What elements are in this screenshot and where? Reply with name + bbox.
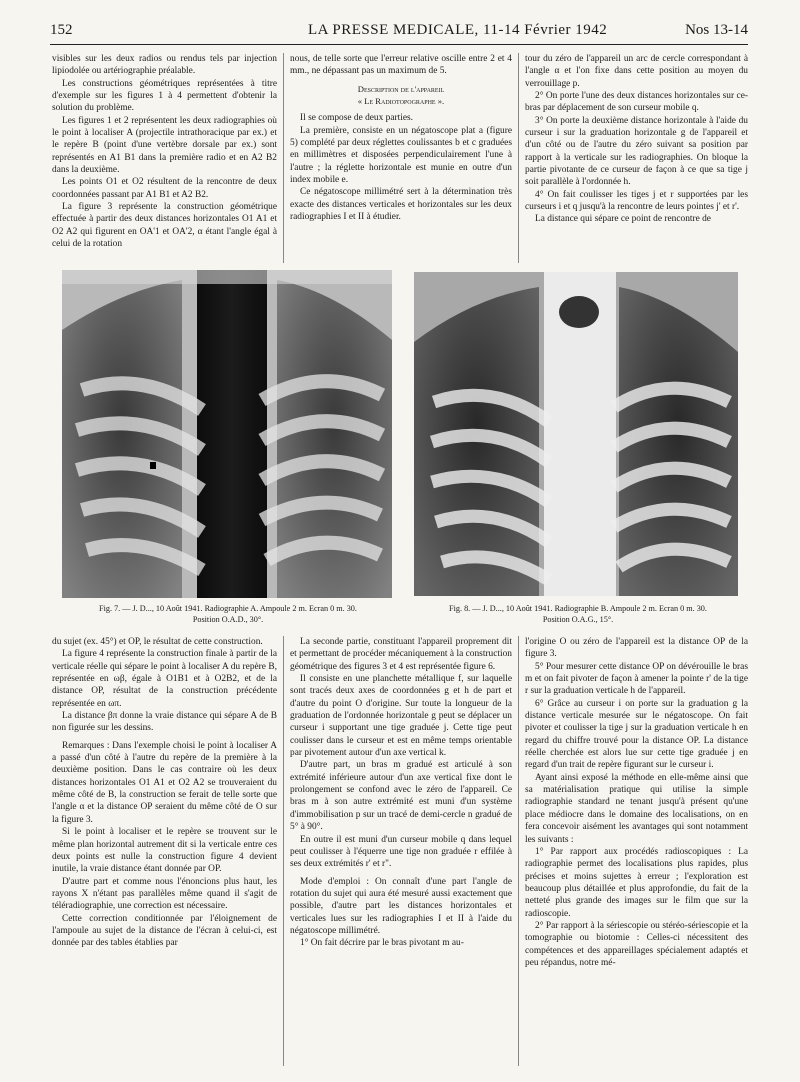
paragraph: Cette correction conditionnée par l'éloignement de l'ampoule au sujet de la distance de l'écran à celui-ci, est donnée par des tables établies par [52,913,277,949]
paragraph: En outre il est muni d'un curseur mobile q dans lequel peut coulisser à l'équerre une tige non graduée r effilée à ses deux extrémités r' et r". [290,834,512,870]
paragraph: 3° On porte la deuxième distance horizontale à l'aide du curseur i sur la graduation horizontale g de l'appareil et d'un côté ou de l'autre du zéro suivant sa position par rapport à la verticale sur les radiographies. On bloque la partie pivotante de ce curseur de façon à ce que sa tige j soit parallèle à l'ordonnée h. [525,115,748,188]
paragraph: 2° Par rapport à la sériescopie ou stéréo-sériescopie et la tomographie ou biotomie : Celles-ci nécessitent des compétences et des appareillages spécialement adaptés et peu répandus, notre mé- [525,920,748,968]
paragraph: 5° Pour mesurer cette distance OP on dévérouille le bras m et on fait pivoter de façon à amener la pointe r' de la tige r sur la graduation verticale h de l'appareil. [525,661,748,697]
paragraph: La figure 3 représente la construction géométrique effectuée à partir des deux distances horizontales O1 A1 et O2 A2 qui figurent en OA'1 et OA'2, α étant l'angle égal à celui de la rotation [52,202,277,250]
paragraph: l'origine O ou zéro de l'appareil est la distance OP de la figure 3. [525,637,748,660]
issue-date: 11-14 Février 1942 [483,22,608,38]
caption-line: Position O.A.G., 15°. [542,615,614,624]
paragraph: tour du zéro de l'appareil un arc de cercle correspondant à l'angle α et l'on fixe dans cette position au moyen du verrouillage p. [525,54,748,89]
column-rule [518,636,519,1066]
section-subheading: « Le Radiotopographe ». [357,96,445,107]
paragraph: Mode d'emploi : On connaît d'une part l'angle de rotation du sujet qui aura été mesuré aussi exactement que possible, d'autre part les distances horizontales et verticales lues sur les radiographies I et II à l'aide du négatoscope millimétré. [290,876,512,936]
paragraph: 4° On fait coulisser les tiges j et r supportées par les curseurs i et q jusqu'à la rencontre de leurs pointes j' et r'. [525,189,748,213]
paragraph: Remarques : Dans l'exemple choisi le point à localiser A a passé d'un côté à l'autre du repère de la première à la deuxième position. Dans le cas contraire où les deux distances horizontales O1 A1 et O2 A2 se trouveraient du même côté de B, la construction se ferait de telle sorte que l'angle α et la distance OP seraient du même côté de O sur la figure 3. [52,740,277,825]
figure-7-caption [58,603,398,625]
paragraph: D'autre part et comme nous l'énoncions plus haut, les rayons X n'étant pas parallèles même quand il s'agit de téléradiographie, une correction est nécessaire. [52,876,277,912]
paragraph: Les constructions géométriques représentées à titre d'exemple sur les figures 1 à 4 permettent d'obtenir la solution du problème. [52,78,277,114]
paragraph: La figure 4 représente la construction finale à partir de la verticale réelle qui sépare le point à localiser A du repère B, représentée en ωβ, égale à O1B1 et à O2B2, et de la distance OP, résultat de la construction précédente représentée en ωπ. [52,649,277,709]
caption-line: Fig. 7. — J. D..., 10 Août 1941. Radiographie A. Ampoule 2 m. Ecran 0 m. 30. [99,604,357,613]
column-2-bottom [290,636,512,950]
xray-radiograph-a [62,270,392,598]
caption-line: Position O.A.D., 30°. [192,615,264,624]
paragraph: Il consiste en une planchette métallique f, sur laquelle sont tracés deux axes de coordonnées g et h de part et d'autre du point O d'origine. Sur toute la longueur de la graduation de l'ordonnée horizontale g peut se déplacer un curseur i supportant une tige graduée j. Cette tige peut coulisser dans le curseur et est en même temps orientable par pivotement autour d'un axe vertical k. [290,674,512,759]
paragraph: 1° Par rapport aux procédés radioscopiques : La radiographie permet des localisations plus rapides, plus précises et moins sujettes à erreur ; l'exploration est beaucoup plus détaillée et plus approfondie, du fait de la netteté plus grande des images sur le film que sur la radioscopie. [525,846,748,919]
column-1-bottom [52,636,277,950]
issue-number: Nos 13-14 [685,22,748,38]
column-2-top [290,53,512,223]
paragraph: Les figures 1 et 2 représentent les deux radiographies où le point à localiser A (projectile intrathoracique par ex.) et le repère B (point d'une vertèbre dorsale par ex.) sont représentés en A1 B1 dans la première radio et en A2 B2 dans la deuxième. [52,115,277,176]
paragraph: Ce négatoscope millimétré sert à la détermination très exacte des distances verticales et horizontales sur les deux radiographies I et II à étudier. [290,187,512,223]
paragraph: 1° On fait décrire par le bras pivotant m au- [300,938,464,949]
paragraph: D'autre part, un bras m gradué est articulé à son extrémité inférieure autour d'un axe vertical fixe dont le prolongement se confond avec le zéro de l'appareil. Ce bras m à son autre extrémité est muni d'un système d'immobilisation p sur un tracé de demi-cercle n gradué de 5° à 90°. [290,760,512,833]
paragraph: La distance qui sépare ce point de rencontre de [535,214,711,225]
caption-line: Fig. 8. — J. D..., 10 Août 1941. Radiographie B. Ampoule 2 m. Ecran 0 m. 30. [449,604,707,613]
column-1-top [52,53,277,251]
paragraph: 2° On porte l'une des deux distances horizontales sur ce-bras par déplacement de son curseur mobile q. [525,91,748,114]
paragraph: visibles sur les deux radios ou rendus tels par injection lipiodolée ou artériographie préalable. [52,54,277,77]
figure-8-caption [408,603,748,625]
paragraph: Si le point à localiser et le repère se trouvent sur le même plan horizontal autrement dit si la verticale entre ces deux points est nulle la construction figure 4 devient inutile, la vraie distance étant donnée par OP. [52,827,277,875]
paragraph: La première, consiste en un négatoscope plat a (figure 5) complété par deux réglettes coulissantes b et c graduées en millimètres et disposées perpendiculairement l'une à l'autre ; la réglette horizontale est munie en outre d'un index mobile e. [290,125,512,186]
page-number: 152 [50,22,73,38]
paragraph: nous, de telle sorte que l'erreur relative oscille entre 2 et 4 mm., ne dépassant pas un maximum de 5. [290,54,512,77]
xray-radiograph-b [414,272,738,596]
journal-name: LA PRESSE MEDICALE, [308,22,479,38]
paragraph: La distance βπ donne la vraie distance qui sépare A de B non figurée sur les dessins. [52,711,277,734]
column-rule [518,53,519,263]
section-heading: Description de l'appareil [357,83,445,94]
page-header [50,22,748,45]
paragraph: La seconde partie, constituant l'appareil proprement dit et permettant de procéder mécaniquement à la construction géométrique des figures 3 et 4 est représentée figure 6. [290,637,512,672]
paragraph: Il se compose de deux parties. [300,113,413,124]
column-3-bottom [525,636,748,969]
xray-image-b [414,272,738,596]
column-rule [283,636,284,1066]
paragraph: Ayant ainsi exposé la méthode en elle-même ainsi que sa matérialisation pratique qui utilise la simple radiographie standard ne tenant jusqu'à présent qu'une place médiocre dans le domaine des localisations, on en fera concevoir aisément les avantages qui sont notamment les suivants : [525,772,748,845]
journal-title [308,22,607,39]
column-rule [283,53,284,263]
paragraph: du sujet (ex. 45°) et OP, le résultat de cette construction. [52,637,263,647]
column-3-top [525,53,748,226]
paragraph: 6° Grâce au curseur i on porte sur la graduation g la distance verticale mesurée sur le négatoscope. On fait pivoter et coulisser la tige j sur la graduation verticale h en regard du chiffre trouvé pour la distance OP. La distance réelle cherchée est alors lue sur cette tige graduée j en regard d'un trait de repère figurant sur le curseur i. [525,698,748,771]
xray-image-a [62,270,392,598]
paragraph: Les points O1 et O2 résultent de la rencontre de deux coordonnées passant par A1 B1 et A2 B2. [52,177,277,200]
